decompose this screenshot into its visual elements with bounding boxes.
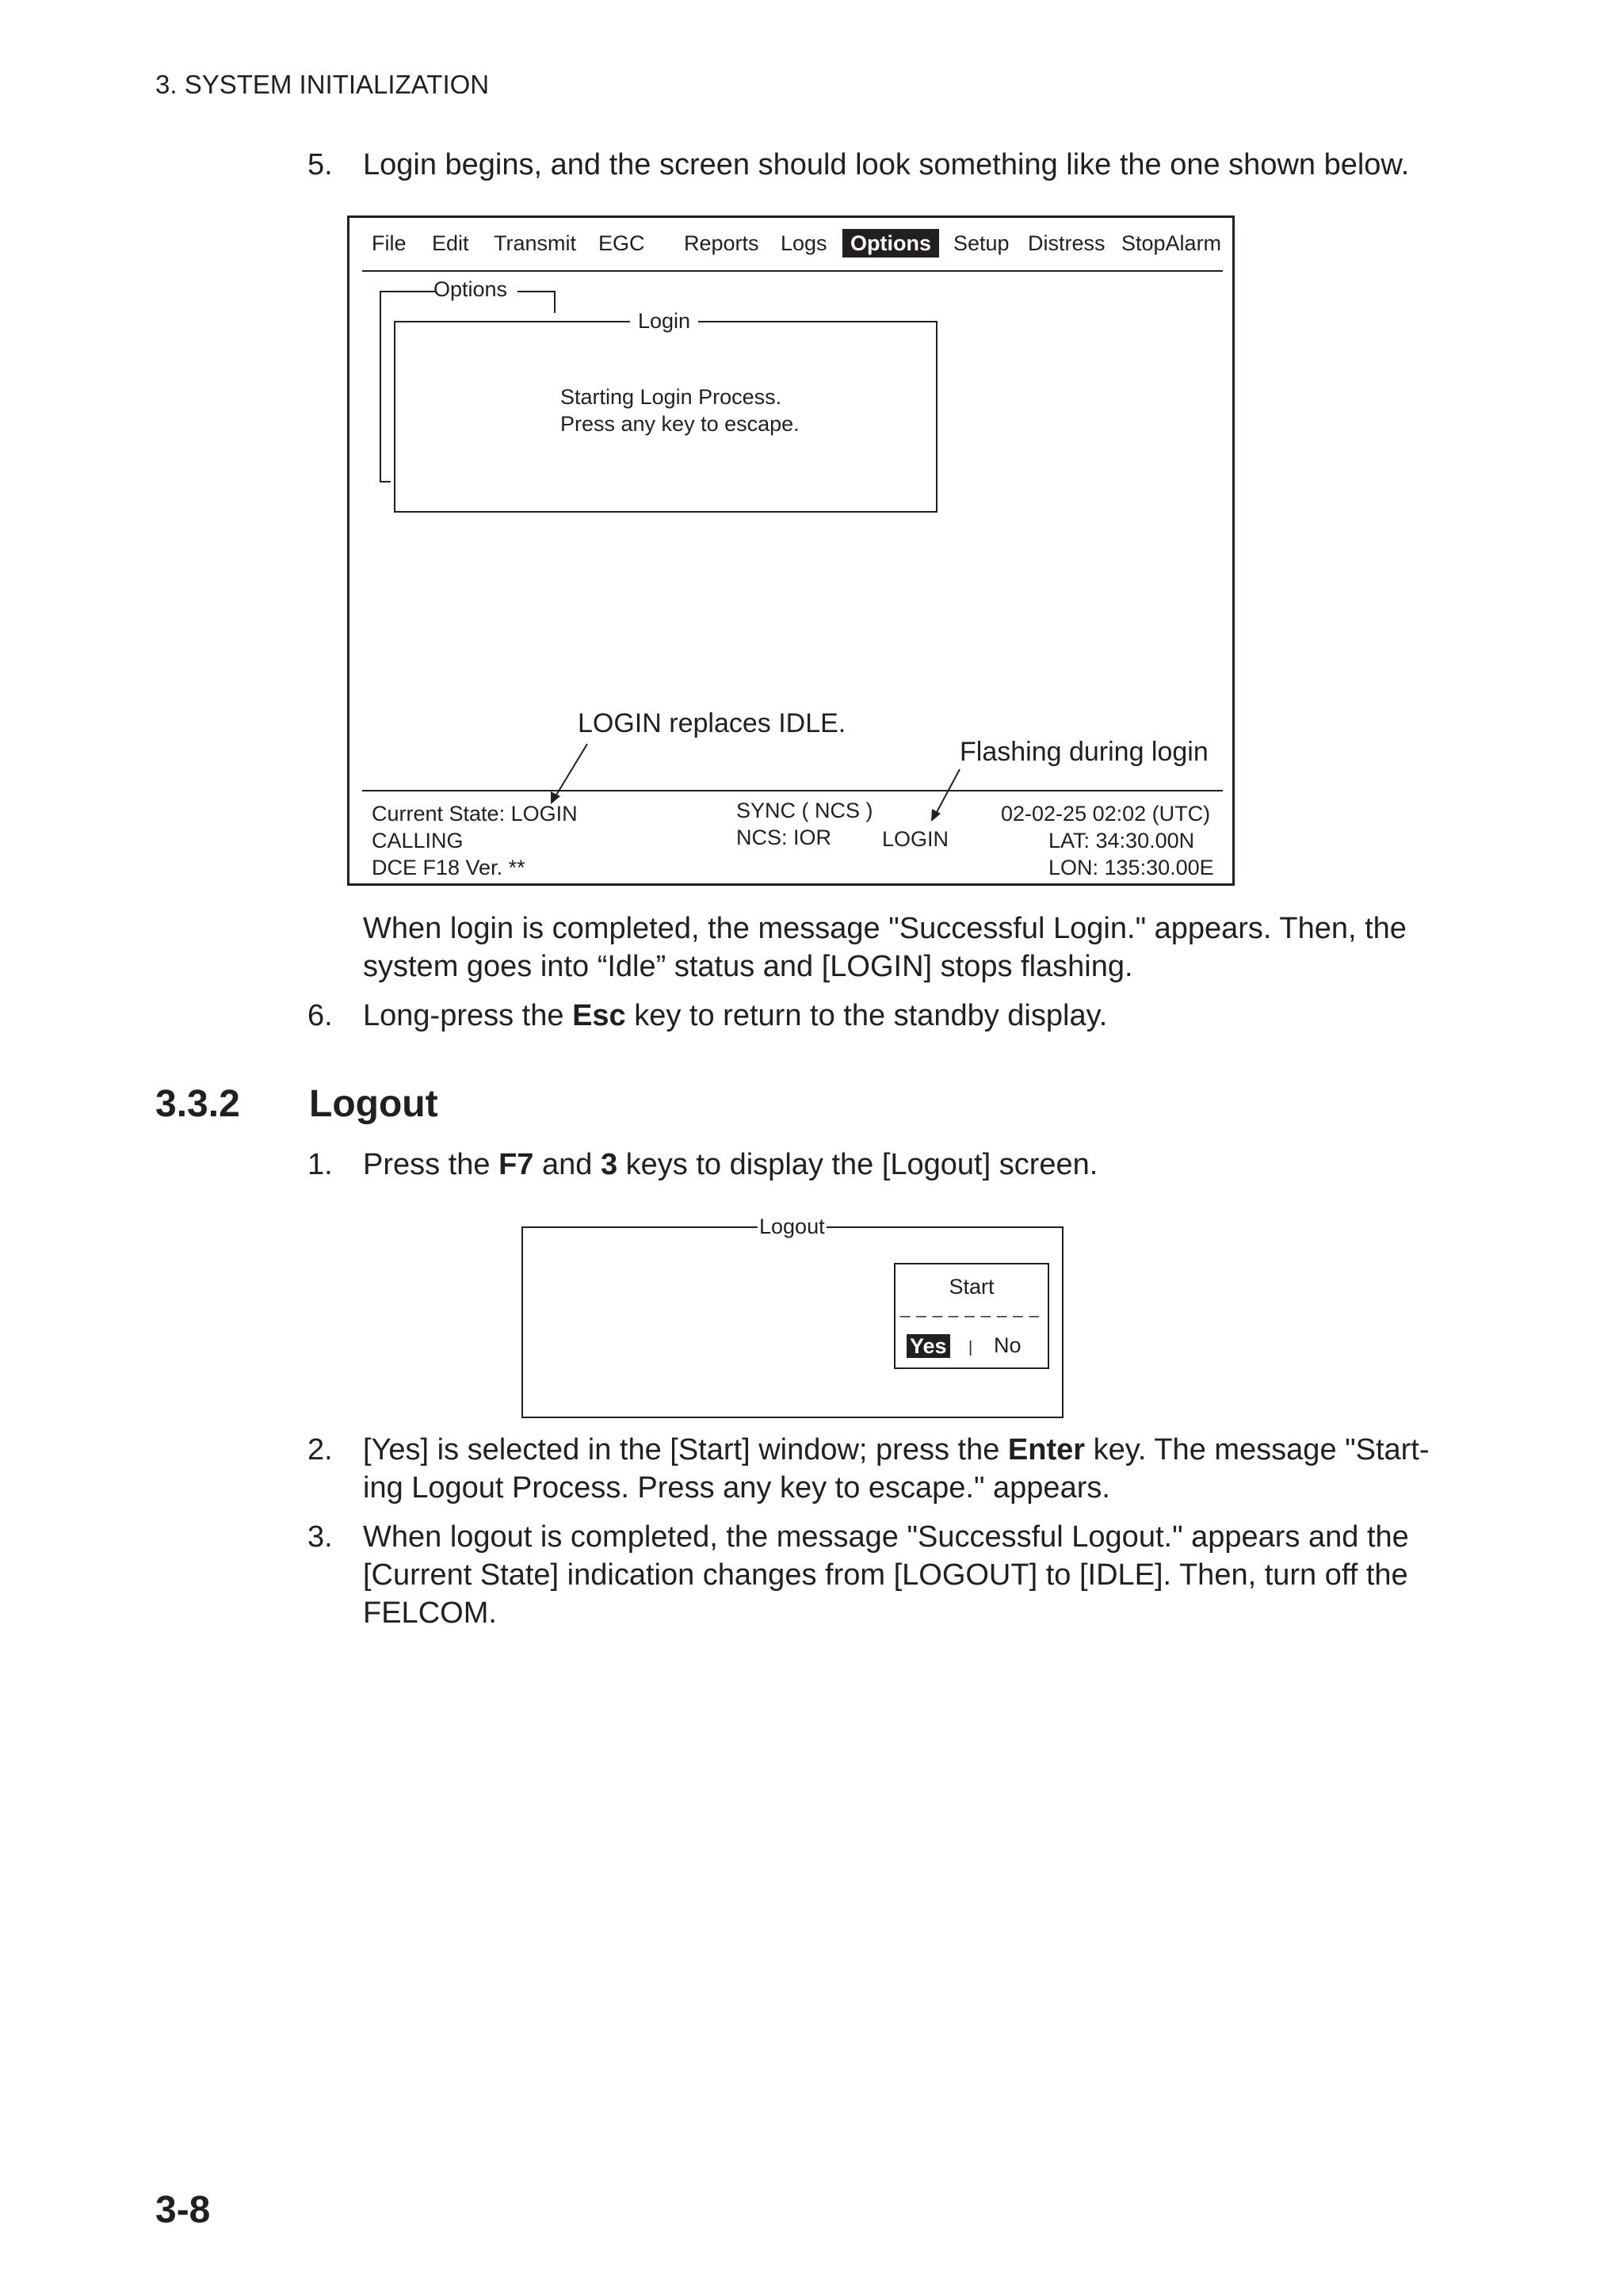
step-text: Press the F7 and 3 keys to display the [Logout] screen. (363, 1148, 1098, 1181)
menu-transmit[interactable]: Transmit (494, 231, 577, 255)
f7-key: F7 (498, 1148, 534, 1181)
step-text: Login begins, and the screen should look something like the one shown below. (363, 148, 1410, 181)
menu-file[interactable]: File (372, 231, 407, 255)
login-window-title: Login (630, 308, 698, 334)
step-number: 2. (307, 1433, 333, 1466)
menu-egc[interactable]: EGC (598, 231, 645, 255)
logout-window-title: Logout (759, 1215, 825, 1238)
login-message-line2: Press any key to escape. (560, 412, 800, 436)
sync-status: SYNC ( NCS ) (736, 799, 873, 822)
login-message-line1: Starting Login Process. (560, 385, 782, 409)
menu-stopalarm[interactable]: StopAlarm (1121, 231, 1222, 255)
annotation-login-replaces-idle: LOGIN replaces IDLE. (578, 708, 846, 738)
enter-key: Enter (1007, 1433, 1086, 1466)
menu-edit[interactable]: Edit (432, 231, 469, 255)
menu-reports[interactable]: Reports (684, 231, 759, 255)
yes-button[interactable]: Yes (907, 1334, 950, 1358)
annotation-flashing-during-login: Flashing during login (960, 737, 1209, 767)
step-text: [Yes] is selected in the [Start] window; press the Enter key. The message "Start-ing Logout Process. Press any key to escape." appears. (363, 1433, 1430, 1505)
section-header: 3. SYSTEM INITIALIZATION (155, 70, 490, 99)
logout-screen-figure (521, 1215, 1064, 1418)
status-divider (362, 790, 1223, 791)
options-window-title: Options (433, 277, 508, 301)
after-login-paragraph: When login is completed, the message "Successful Login." appears. Then, the system goes into “Idle” status and [LOGIN] stops flashing. (363, 912, 1407, 983)
key-3: 3 (600, 1148, 618, 1181)
current-state: Current State: LOGIN (372, 802, 578, 826)
page-number: 3-8 (155, 2189, 211, 2231)
step-number: 1. (307, 1148, 333, 1181)
datetime: 02-02-25 02:02 (UTC) (1001, 802, 1211, 826)
longitude: LON: 135:30.00E (1048, 856, 1214, 879)
no-button[interactable]: No (994, 1333, 1022, 1357)
subsection-title: Logout (309, 1083, 438, 1125)
ncs-status: NCS: IOR (736, 826, 832, 849)
start-dialog-separator: _ _ _ _ _ _ _ _ _ (900, 1298, 1041, 1318)
step-number: 6. (307, 999, 333, 1032)
esc-key: Esc (572, 999, 626, 1032)
step-number: 5. (307, 148, 333, 181)
step-number: 3. (307, 1520, 333, 1554)
menu-options[interactable]: Options (842, 229, 939, 257)
step-text: When logout is completed, the message "Successful Logout." appears and the [Current State] indication changes from [LOGOUT] to [IDLE]. Then, turn off the FELCOM. (363, 1520, 1409, 1630)
menu-setup[interactable]: Setup (953, 231, 1010, 255)
start-dialog (894, 1263, 1049, 1369)
option-divider: | (968, 1339, 973, 1356)
step-text: Long-press the Esc key to return to the standby display. (363, 999, 1108, 1032)
latitude: LAT: 34:30.00N (1048, 829, 1195, 852)
calling-status: CALLING (372, 829, 464, 852)
version-label: DCE F18 Ver. ** (372, 856, 525, 879)
start-dialog-title: Start (949, 1275, 995, 1299)
menu-distress[interactable]: Distress (1028, 231, 1106, 255)
login-indicator: LOGIN (882, 827, 949, 851)
menu-logs[interactable]: Logs (781, 231, 827, 255)
subsection-number: 3.3.2 (155, 1083, 240, 1125)
login-screen-figure (347, 215, 1235, 886)
annotation-arrows (349, 218, 1232, 883)
